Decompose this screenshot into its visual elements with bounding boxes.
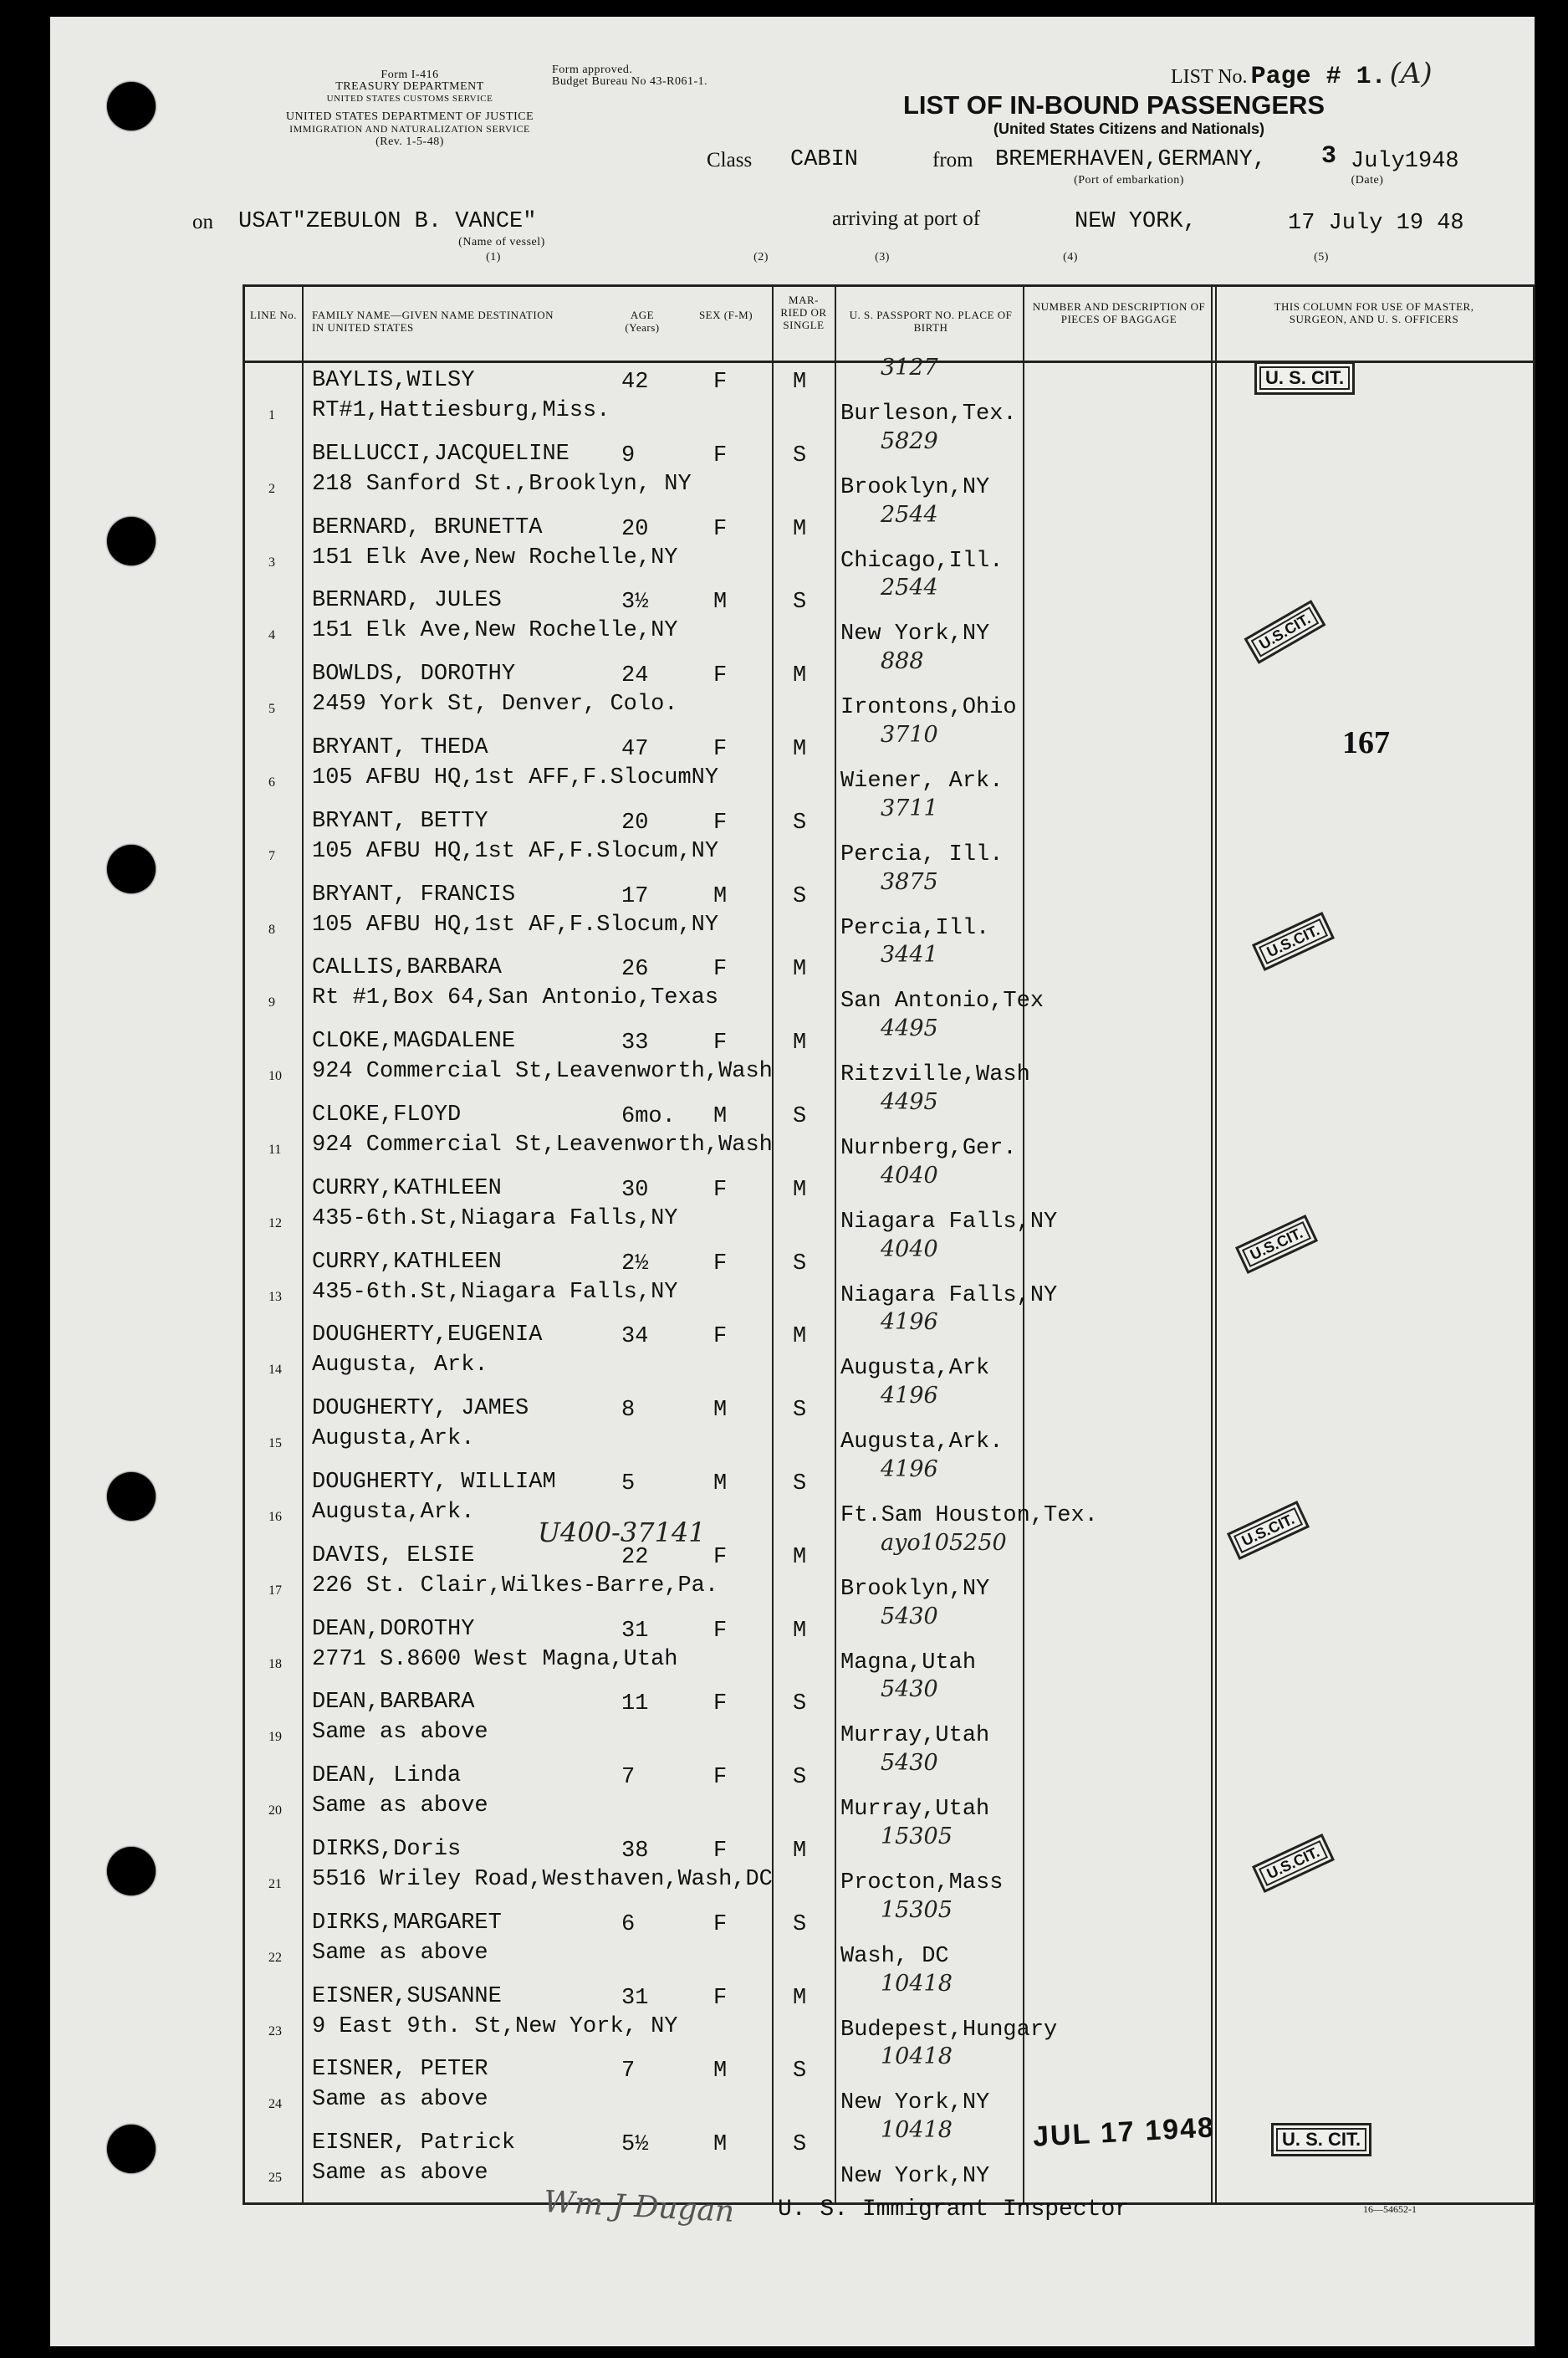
place-of-birth: Brooklyn,NY: [840, 1576, 990, 1602]
punch-hole: [107, 1847, 156, 1895]
passenger-name: DAVIS, ELSIE: [312, 1542, 475, 1568]
us-citizen-stamp: U. S. CIT.: [1254, 361, 1355, 395]
destination: Augusta, Ark.: [312, 1353, 488, 1378]
marital-status: M: [793, 1177, 807, 1203]
marital-status: M: [793, 516, 807, 542]
sex: F: [713, 1251, 728, 1276]
passport-number: 4196: [881, 1383, 938, 1409]
passport-number: 10418: [881, 2043, 953, 2070]
line-number: 7: [268, 848, 275, 863]
age: 33: [621, 1031, 649, 1056]
line-number: 24: [268, 2097, 282, 2112]
passenger-name: BRYANT, THEDA: [312, 735, 488, 760]
column-number: (5): [1314, 251, 1329, 263]
place-of-birth: Procton,Mass: [840, 1870, 1004, 1895]
destination: 2459 York St, Denver, Colo.: [312, 692, 678, 718]
passenger-name: DOUGHERTY,EUGENIA: [312, 1322, 543, 1348]
list-subtitle: (United States Citizens and Nationals): [993, 120, 1265, 137]
passenger-name: CURRY,KATHLEEN: [312, 1249, 502, 1275]
age: 34: [621, 1324, 649, 1350]
age: 24: [621, 663, 649, 689]
place-of-birth: Murray,Utah: [840, 1723, 990, 1749]
passport-number: 2544: [881, 575, 938, 601]
passenger-table: [243, 284, 1535, 2205]
age: 30: [621, 1177, 649, 1203]
passport-number: 5430: [881, 1603, 938, 1629]
destination: 2771 S.8600 West Magna,Utah: [312, 1646, 678, 1672]
sex: F: [713, 1618, 728, 1644]
header-sex: SEX (F-M): [698, 309, 753, 321]
age: 5: [621, 1471, 636, 1496]
punch-hole: [107, 845, 156, 893]
vessel-caption: (Name of vessel): [458, 236, 545, 248]
passport-number: 3710: [881, 722, 938, 748]
destination: 151 Elk Ave,New Rochelle,NY: [312, 618, 678, 644]
age: 2½: [621, 1251, 649, 1276]
destination: 105 AFBU HQ,1st AF,F.Slocum,NY: [312, 838, 719, 864]
destination: Rt #1,Box 64,San Antonio,Texas: [312, 985, 719, 1011]
destination: Augusta,Ark.: [312, 1500, 475, 1525]
passport-number: 15305: [881, 1823, 953, 1849]
passenger-name: BRYANT, BETTY: [312, 808, 488, 834]
marital-status: S: [793, 1398, 807, 1424]
line-number: 17: [268, 1583, 282, 1598]
sex: F: [713, 1031, 728, 1056]
passport-number: ayo105250: [881, 1529, 1007, 1556]
line-number: 20: [268, 1803, 282, 1818]
marital-status: S: [793, 1251, 807, 1276]
passport-number: 3875: [881, 868, 938, 895]
departure-date: July1948: [1351, 149, 1459, 174]
place-of-birth: Augusta,Ark: [840, 1356, 990, 1382]
passenger-name: BRYANT, FRANCIS: [312, 882, 516, 908]
sex: F: [713, 737, 728, 762]
destination: Same as above: [312, 2087, 488, 2113]
destination: Same as above: [312, 1720, 488, 1746]
arrival-date: 17 July 19 48: [1288, 211, 1464, 236]
port-of-embarkation: BREMERHAVEN,GERMANY,: [995, 147, 1267, 172]
destination: Same as above: [312, 2161, 488, 2187]
from-label: from: [932, 149, 973, 171]
sex: F: [713, 957, 728, 983]
marital-status: S: [793, 1104, 807, 1129]
department-of-justice: UNITED STATES DEPARTMENT OF JUSTICE: [285, 110, 534, 123]
passenger-name: BERNARD, BRUNETTA: [312, 514, 543, 540]
line-number: 19: [268, 1730, 282, 1745]
destination: Same as above: [312, 1793, 488, 1819]
age: 9: [621, 442, 636, 468]
place-of-birth: Magna,Utah: [840, 1650, 977, 1675]
header-married: MAR-RIED OR SINGLE: [780, 294, 827, 331]
marital-status: M: [793, 1839, 807, 1864]
sex: M: [713, 1471, 728, 1496]
sex: F: [713, 1544, 728, 1570]
immigration-service: IMMIGRATION AND NATURALIZATION SERVICE: [289, 123, 530, 135]
us-citizen-stamp: U. S. CIT.: [1271, 2123, 1371, 2156]
budget-bureau: Budget Bureau No 43-R061-1.: [552, 75, 708, 88]
marital-status: S: [793, 1765, 807, 1791]
us-citizen-stamp: U.S.CIT.: [1252, 1834, 1335, 1893]
destination: 9 East 9th. St,New York, NY: [312, 2013, 678, 2039]
marital-status: S: [793, 2059, 807, 2084]
passenger-name: DIRKS,MARGARET: [312, 1910, 502, 1936]
line-number: 14: [268, 1363, 282, 1378]
line-number: 8: [268, 922, 275, 937]
age: 31: [621, 1985, 649, 2011]
passenger-name: DOUGHERTY, JAMES: [312, 1396, 529, 1422]
line-number: 16: [268, 1510, 282, 1524]
passenger-name: BAYLIS,WILSY: [312, 368, 475, 393]
inspector-signature: Wm J Dugan: [543, 2185, 736, 2229]
sex: F: [713, 1765, 728, 1791]
sex: F: [713, 1324, 728, 1350]
place-of-birth: Percia, Ill.: [840, 841, 1004, 867]
footer-code: 16—54652-1: [1363, 2203, 1417, 2215]
line-number: 10: [268, 1069, 282, 1084]
header-passport: U. S. PASSPORT NO. PLACE OF BIRTH: [849, 309, 1013, 334]
line-number: 9: [268, 995, 275, 1010]
form-number: Form I-416: [381, 69, 439, 81]
marital-status: S: [793, 883, 807, 909]
sex: F: [713, 1839, 728, 1864]
passenger-name: EISNER,SUSANNE: [312, 1983, 502, 2009]
passenger-name: CALLIS,BARBARA: [312, 955, 502, 981]
us-citizen-stamp: U.S.CIT.: [1244, 600, 1325, 664]
age: 8: [621, 1398, 636, 1424]
line-number: 21: [268, 1877, 282, 1891]
passport-number: 5430: [881, 1676, 938, 1703]
passport-number: 4495: [881, 1015, 938, 1042]
sex: F: [713, 1911, 728, 1937]
line-number: 3: [268, 555, 275, 570]
arrival-port: NEW YORK,: [1075, 209, 1197, 234]
marital-status: M: [793, 663, 807, 689]
place-of-birth: Murray,Utah: [840, 1797, 990, 1823]
marital-status: S: [793, 442, 807, 468]
age: 5½: [621, 2132, 649, 2158]
list-title: LIST OF IN-BOUND PASSENGERS: [903, 90, 1325, 120]
line-number: 11: [268, 1143, 282, 1157]
column-number: (4): [1063, 251, 1078, 263]
sex: F: [713, 442, 728, 468]
treasury-department: TREASURY DEPARTMENT: [335, 80, 484, 93]
punch-hole: [107, 1472, 156, 1521]
marital-status: S: [793, 590, 807, 616]
place-of-birth: Ritzville,Wash: [840, 1062, 1030, 1088]
line-number: 13: [268, 1289, 282, 1304]
column-number: (3): [875, 251, 890, 263]
destination: Augusta,Ark.: [312, 1426, 475, 1452]
passport-number: 5430: [881, 1750, 938, 1777]
place-of-birth: Ft.Sam Houston,Tex.: [840, 1503, 1098, 1528]
line-number: 25: [268, 2171, 282, 2186]
sex: F: [713, 663, 728, 689]
passport-number: 4196: [881, 1456, 938, 1482]
destination: 218 Sanford St.,Brooklyn, NY: [312, 471, 692, 497]
marital-status: M: [793, 1324, 807, 1350]
marital-status: S: [793, 2132, 807, 2158]
age: 20: [621, 810, 649, 836]
passenger-name: BELLUCCI,JACQUELINE: [312, 441, 569, 467]
place-of-birth: Percia,Ill.: [840, 915, 990, 941]
list-number-label: LIST No.: [1171, 66, 1248, 88]
passenger-name: DEAN,BARBARA: [312, 1690, 475, 1716]
place-of-birth: Augusta,Ark.: [840, 1430, 1004, 1455]
sex: F: [713, 810, 728, 836]
sex: M: [713, 2059, 728, 2084]
header-name: FAMILY NAME—GIVEN NAME DESTINATION IN UNITED STATES: [312, 309, 554, 334]
us-citizen-stamp: U.S.CIT.: [1235, 1215, 1318, 1274]
age: 42: [621, 370, 649, 395]
place-of-birth: Budepest,Hungary: [840, 2017, 1058, 2043]
line-number: 12: [268, 1215, 282, 1230]
passenger-name: BERNARD, JULES: [312, 588, 502, 614]
sex: M: [713, 1104, 728, 1129]
place-of-birth: New York,NY: [840, 2090, 990, 2116]
sex: M: [713, 1398, 728, 1424]
header-baggage: NUMBER AND DESCRIPTION OF PIECES OF BAGGAGE: [1032, 300, 1206, 325]
destination: Same as above: [312, 1940, 488, 1966]
marital-status: M: [793, 370, 807, 395]
line-number: 2: [268, 481, 275, 496]
line-number: 5: [268, 702, 275, 717]
marital-status: S: [793, 1691, 807, 1717]
place-of-birth: Niagara Falls,NY: [840, 1209, 1058, 1235]
age: 22: [621, 1544, 649, 1570]
line-number: 6: [268, 775, 275, 790]
destination: 226 St. Clair,Wilkes-Barre,Pa.: [312, 1573, 719, 1598]
passenger-name: DEAN, Linda: [312, 1763, 462, 1789]
place-of-birth: Wiener, Ark.: [840, 769, 1004, 794]
on-label: on: [192, 211, 213, 233]
marital-status: M: [793, 1544, 807, 1570]
place-of-birth: San Antonio,Tex: [840, 989, 1044, 1015]
list-number: [1171, 57, 1433, 91]
passport-number: 5829: [881, 427, 938, 454]
place-of-birth: Nurnberg,Ger.: [840, 1136, 1017, 1161]
column-number: (2): [753, 251, 769, 263]
age: 7: [621, 2059, 636, 2084]
sex: F: [713, 1177, 728, 1203]
place-of-birth: New York,NY: [840, 2164, 990, 2190]
passenger-name: EISNER, Patrick: [312, 2130, 516, 2156]
passport-number: 15305: [881, 1896, 953, 1923]
line-number: 4: [268, 628, 275, 643]
marital-status: M: [793, 1031, 807, 1056]
age: 17: [621, 883, 649, 909]
passenger-name: DIRKS,Doris: [312, 1837, 462, 1862]
list-number-mark: (A): [1389, 57, 1433, 90]
line-number: 15: [268, 1436, 282, 1451]
destination: 105 AFBU HQ,1st AFF,F.SlocumNY: [312, 765, 719, 790]
passport-number: 3711: [881, 795, 938, 821]
sex: F: [713, 1985, 728, 2011]
date-caption: (Date): [1351, 174, 1384, 187]
place-of-birth: Niagara Falls,NY: [840, 1282, 1058, 1308]
age: 6: [621, 1911, 636, 1937]
revision-date: (Rev. 1-5-48): [375, 136, 444, 148]
passport-number: 4196: [881, 1309, 938, 1336]
age: 6mo.: [621, 1104, 676, 1129]
inspector-title: U. S. Immigrant Inspector: [778, 2197, 1130, 2222]
passport-number: 3127: [881, 355, 938, 381]
passport-number: 10418: [881, 2117, 953, 2144]
sex: M: [713, 590, 728, 616]
destination: 924 Commercial St,Leavenworth,Wash: [312, 1133, 773, 1158]
place-of-birth: Brooklyn,NY: [840, 474, 990, 500]
age: 11: [621, 1691, 649, 1717]
punch-hole: [107, 82, 156, 130]
destination: 924 Commercial St,Leavenworth,Wash: [312, 1059, 773, 1085]
us-citizen-stamp: U.S.CIT.: [1252, 912, 1335, 971]
passport-number: 2544: [881, 501, 938, 528]
marital-status: S: [793, 810, 807, 836]
destination: 151 Elk Ave,New Rochelle,NY: [312, 545, 678, 570]
document-page: [50, 17, 1535, 2346]
place-of-birth: New York,NY: [840, 621, 990, 647]
line-number: 23: [268, 2023, 282, 2038]
sex: F: [713, 370, 728, 395]
class-value: CABIN: [790, 147, 859, 172]
header-age: AGE (Years): [625, 309, 660, 334]
age: 20: [621, 516, 649, 542]
us-citizen-stamp: U.S.CIT.: [1227, 1501, 1310, 1560]
customs-service: UNITED STATES CUSTOMS SERVICE: [326, 94, 493, 104]
age: 3½: [621, 590, 649, 616]
marital-status: M: [793, 957, 807, 983]
passport-number: 3441: [881, 942, 938, 969]
passenger-name: CLOKE,FLOYD: [312, 1102, 462, 1128]
form-approved: Form approved.: [552, 64, 633, 76]
embarkation-caption: (Port of embarkation): [1074, 174, 1184, 187]
place-of-birth: Chicago,Ill.: [840, 548, 1004, 574]
date-stamp: JUL 17 1948: [1032, 2111, 1216, 2153]
list-number-value: Page # 1.: [1250, 63, 1387, 91]
handwritten-annotation: U400-37141: [538, 1516, 706, 1548]
arriving-label: arriving at port of: [832, 207, 981, 230]
destination: 435-6th.St,Niagara Falls,NY: [312, 1279, 678, 1305]
destination: RT#1,Hattiesburg,Miss.: [312, 398, 610, 423]
margin-number: 167: [1342, 725, 1390, 760]
passport-number: 4495: [881, 1089, 938, 1115]
destination: 435-6th.St,Niagara Falls,NY: [312, 1205, 678, 1231]
line-number: 1: [268, 408, 275, 422]
marital-status: M: [793, 737, 807, 762]
marital-status: M: [793, 1985, 807, 2011]
line-number: 18: [268, 1656, 282, 1671]
destination: 5516 Wriley Road,Westhaven,Wash,DC: [312, 1867, 773, 1892]
age: 47: [621, 737, 649, 762]
passport-number: 888: [881, 648, 924, 675]
place-of-birth: Burleson,Tex.: [840, 402, 1017, 427]
passport-number: 4040: [881, 1162, 938, 1189]
sex: F: [713, 1691, 728, 1717]
passenger-name: DEAN,DOROTHY: [312, 1616, 475, 1642]
age: 7: [621, 1765, 636, 1791]
class-label: Class: [707, 149, 753, 171]
passenger-name: DOUGHERTY, WILLIAM: [312, 1470, 556, 1495]
sex: M: [713, 883, 728, 909]
sex: F: [713, 516, 728, 542]
punch-hole: [107, 517, 156, 565]
marital-status: S: [793, 1911, 807, 1937]
marital-status: S: [793, 1471, 807, 1496]
passenger-name: EISNER, PETER: [312, 2057, 488, 2083]
place-of-birth: Irontons,Ohio: [840, 695, 1017, 721]
line-number: 22: [268, 1950, 282, 1965]
passenger-name: CURRY,KATHLEEN: [312, 1175, 502, 1201]
sex: M: [713, 2132, 728, 2158]
marital-status: M: [793, 1618, 807, 1644]
passenger-name: BOWLDS, DOROTHY: [312, 662, 516, 688]
header-officers: THIS COLUMN FOR USE OF MASTER, SURGEON, AND U. S. OFFICERS: [1274, 300, 1474, 325]
passenger-name: CLOKE,MAGDALENE: [312, 1029, 516, 1055]
age: 31: [621, 1618, 649, 1644]
column-number: (1): [486, 251, 501, 263]
passport-number: 4040: [881, 1235, 938, 1262]
place-of-birth: Wash, DC: [840, 1943, 949, 1969]
departure-day: 3: [1321, 142, 1337, 171]
punch-hole: [107, 2125, 156, 2173]
age: 38: [621, 1839, 649, 1864]
age: 26: [621, 957, 649, 983]
passport-number: 10418: [881, 1970, 953, 1997]
destination: 105 AFBU HQ,1st AF,F.Slocum,NY: [312, 912, 719, 938]
vessel-name: USAT"ZEBULON B. VANCE": [238, 209, 537, 234]
header-line-no: LINE No.: [250, 309, 297, 321]
